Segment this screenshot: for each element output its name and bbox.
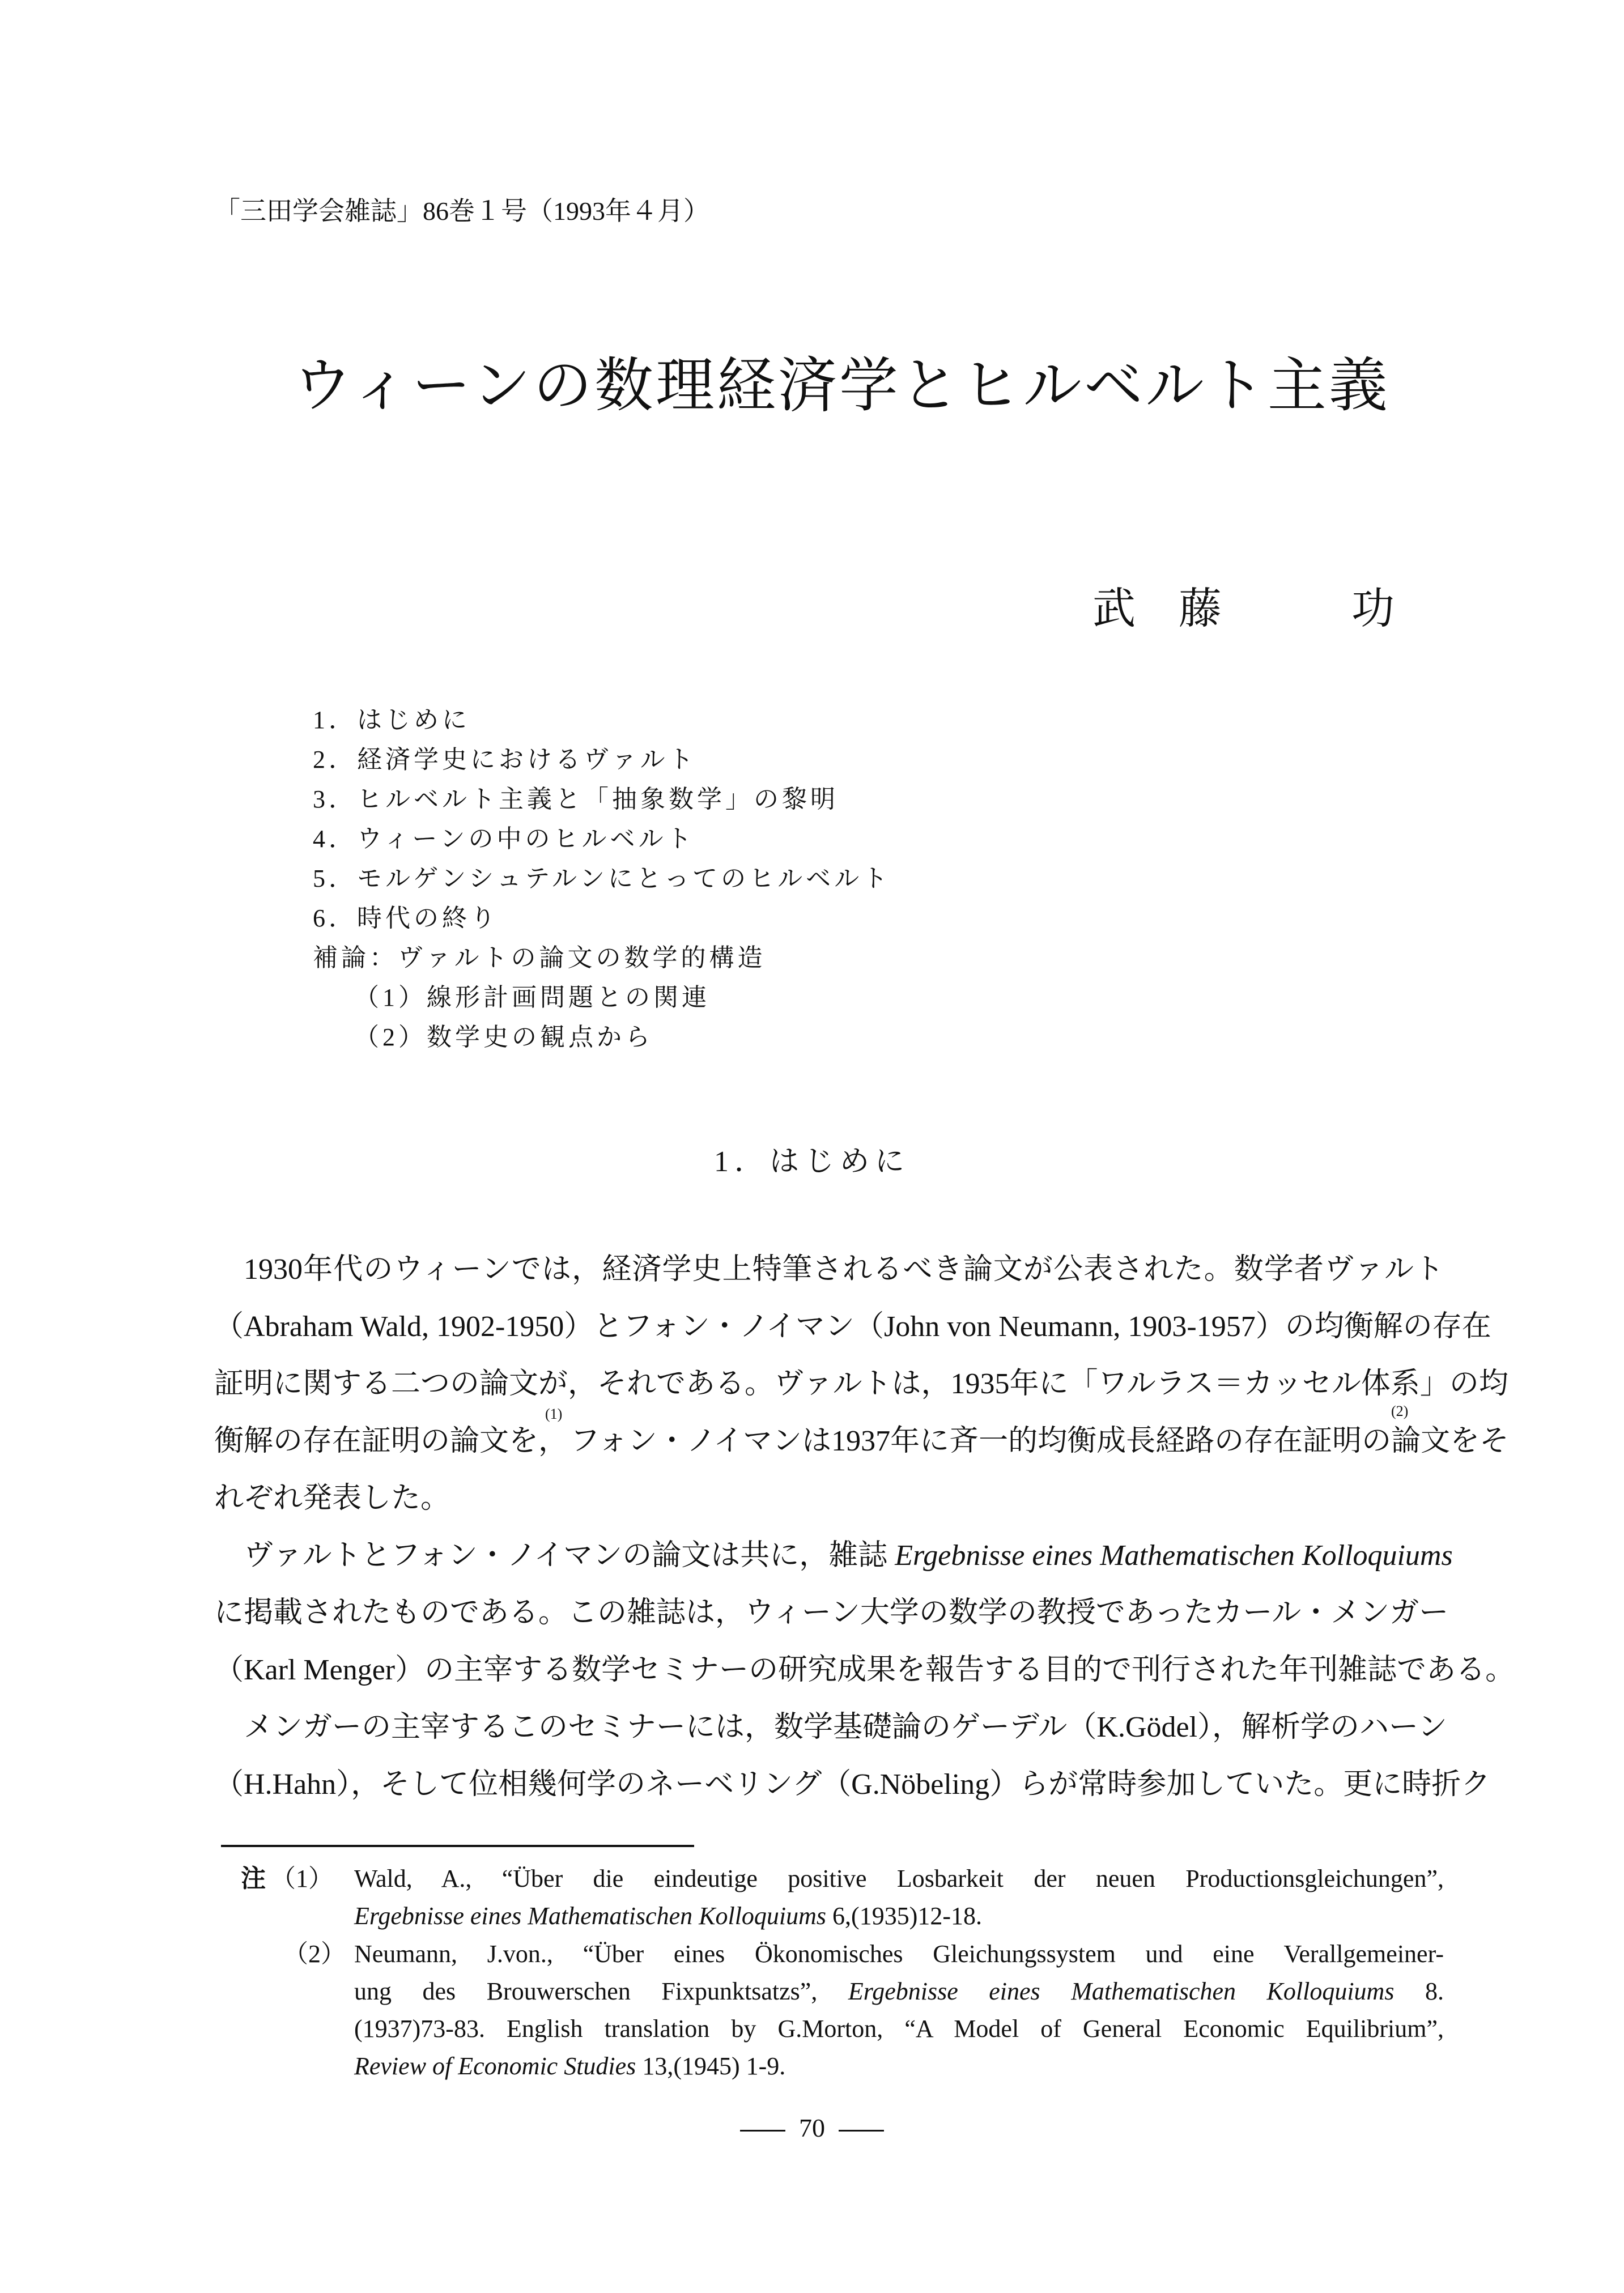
toc-subitem: （2）数学史の観点から	[354, 1023, 653, 1051]
author-given-name: 功	[1351, 585, 1395, 633]
toc-item: 補論：ヴァルトの論文の数学的構造	[313, 944, 766, 972]
author-family-name: 武 藤	[1092, 585, 1222, 633]
body-line: メンガーの主宰するこのセミナーには，数学基礎論のゲーデル（K.Gödel），解析学のハーン	[244, 1711, 1447, 1743]
journal-citation: 「三田学会雑誌」86巻１号（1993年４月）	[214, 197, 709, 226]
footnote-line	[354, 2052, 1444, 2082]
body-line: 1930年代のウィーンでは，経済学史上特筆されるべき論文が公表された。数学者ヴァルト	[244, 1253, 1444, 1286]
toc-item: 5．モルゲンシュテルンにとってのヒルベルト	[313, 865, 891, 892]
footnote-line: (1937)73-83. English translation by G.Morton, “A Model of General Economic Equilibrium”,	[354, 2015, 1444, 2043]
body-text: フォン・ノイマンは1937年に斉一的均衡成長経路の存在証明の論文をそ	[570, 1425, 1510, 1457]
body-line: 証明に関する二つの論文が，それである。ヴァルトは，1935年に「ワルラス＝カッセル体系」の均	[214, 1368, 1508, 1400]
journal-name: Ergebnisse eines Mathematischen Kolloquiums	[354, 1902, 827, 1930]
body-line: れぞれ発表した。	[214, 1482, 450, 1515]
page-number-text: 70	[799, 2113, 825, 2142]
footnote-line	[354, 1977, 1444, 2007]
article-title: ウィーンの数理経済学とヒルベルト主義	[293, 354, 1390, 419]
toc-item: 2．経済学史におけるヴァルト	[313, 746, 697, 773]
footnote-number: （1）	[271, 1865, 333, 1892]
footnote-ref-1: (1)	[545, 1406, 563, 1422]
page-number	[0, 2112, 1624, 2143]
body-line: に掲載されたものである。この雑誌は，ウィーン大学の数学の教授であったカール・メンガー	[214, 1597, 1449, 1629]
body-line	[214, 1406, 1510, 1459]
journal-name: Review of Economic Studies	[354, 2052, 636, 2080]
footnote-line: Neumann, J.von., “Über eines Ökonomisches Gleichungssystem und eine Verallgemeiner-	[354, 1940, 1444, 1968]
footnote-ref-2: (2)	[1391, 1403, 1409, 1419]
footnote-rule	[221, 1845, 694, 1847]
toc-item: 4．ウィーンの中のヒルベルト	[313, 825, 695, 853]
footnote-text: 8.	[1394, 1977, 1444, 2005]
journal-name: Ergebnisse eines Mathematischen Kolloquiums	[895, 1539, 1453, 1572]
footnote-text: 6,(1935)12-18.	[826, 1902, 983, 1930]
footnote-line: Wald, A., “Über die eindeutige positive Losbarkeit der neuen Productionsgleichungen”,	[354, 1865, 1444, 1892]
body-line: （Karl Menger）の主宰する数学セミナーの研究成果を報告する目的で刊行された年刊雑誌である。	[214, 1654, 1515, 1686]
toc-item: 1．はじめに	[313, 706, 470, 734]
toc-item: 3．ヒルベルト主義と「抽象数学」の黎明	[313, 785, 839, 813]
body-line	[244, 1538, 1453, 1573]
footnote-text: ung des Brouwerschen Fixpunktsatzs”,	[354, 1977, 848, 2005]
dash-right	[839, 2130, 884, 2132]
section-heading: 1．はじめに	[713, 1146, 910, 1178]
journal-name: Ergebnisse eines Mathematischen Kolloquiums	[848, 1977, 1395, 2005]
body-text: ヴァルトとフォン・ノイマンの論文は共に，雑誌	[244, 1539, 895, 1572]
dash-left	[740, 2130, 785, 2132]
toc-item: 6．時代の終り	[313, 904, 499, 932]
body-text: 衡解の存在証明の論文を，	[214, 1425, 568, 1457]
body-line: （Abraham Wald, 1902-1950）とフォン・ノイマン（John von Neumann, 1903-1957）の均衡解の存在	[214, 1311, 1491, 1343]
footnote-number: （2）	[283, 1940, 346, 1968]
toc-subitem: （1）線形計画問題との関連	[354, 984, 710, 1011]
footnote-line	[354, 1901, 1444, 1932]
body-line: （H.Hahn），そして位相幾何学のネーベリング（G.Nöbeling）らが常時参加していた。更に時折ク	[214, 1768, 1491, 1801]
footnote-label: 注	[241, 1865, 266, 1892]
footnote-text: 13,(1945) 1-9.	[636, 2052, 786, 2080]
